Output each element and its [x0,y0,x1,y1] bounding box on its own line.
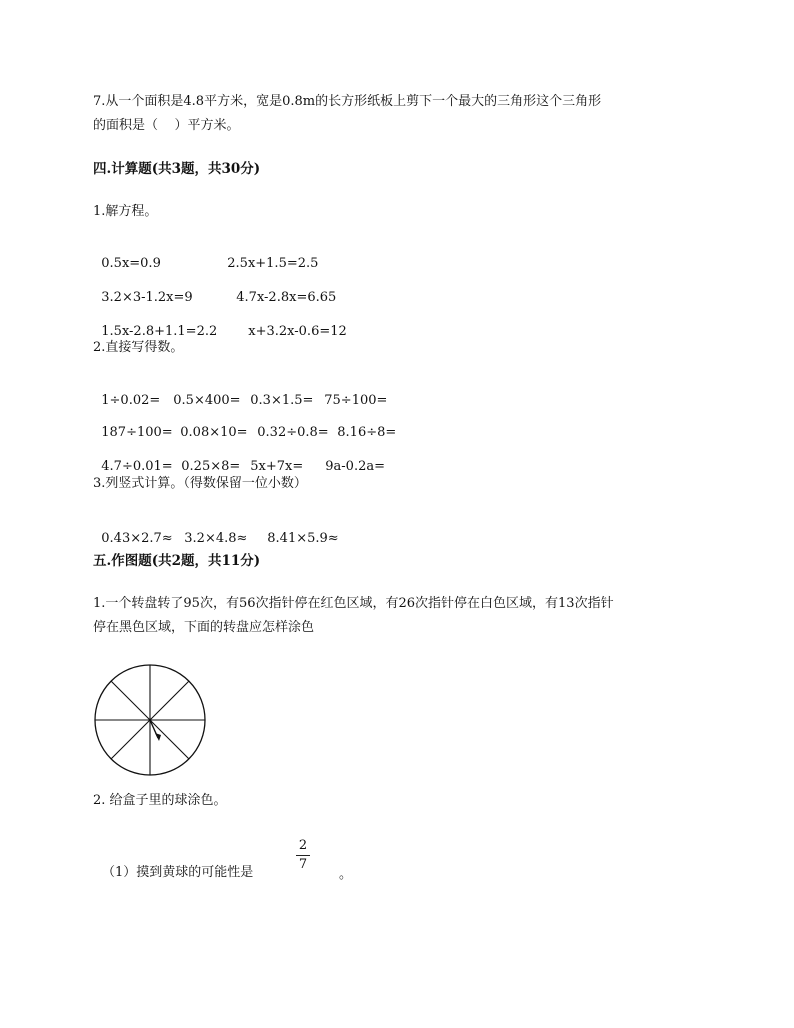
equation-row [93,237,318,273]
q5-2-title: 2. 给盒子里的球涂色。 [93,793,227,808]
equation: 0.5x=0.9 [101,256,161,271]
calc-row [93,374,387,410]
spinner-wheel [93,663,213,783]
calc-item: 187÷100= [101,425,173,440]
calc-item: 5x+7x= [250,459,304,474]
equation-row [93,271,336,307]
q5-1-line2: 停在黑色区域，下面的转盘应怎样涂色 [93,620,315,635]
equation: x+3.2x-0.6=12 [248,324,347,339]
equation: 2.5x+1.5=2.5 [227,256,319,271]
section5-title: 五.作图题(共2题，共11分) [93,553,261,569]
section4-title: 四.计算题(共3题，共30分) [93,161,261,177]
equation: 1.5x-2.8+1.1=2.2 [101,324,218,339]
probability-fraction [296,838,310,873]
equation: 4.7x-2.8x=6.65 [236,290,337,305]
calc-item: 3.2×4.8≈ [184,531,248,546]
equation: 3.2×3-1.2x=9 [101,290,193,305]
calc-item: 0.5×400= [173,393,241,408]
q4-1-title: 1.解方程。 [93,204,158,219]
q7-line2: 的面积是（ ）平方米。 [93,118,240,133]
q5-1-line1: 1.一个转盘转了95次，有56次指针停在红色区域，有26次指针停在白色区域，有13次指针 [93,596,614,611]
calc-item: 9a-0.2a= [325,459,385,474]
fraction-numerator: 2 [298,838,308,853]
q7-line1: 7.从一个面积是4.8平方米，宽是0.8m的长方形纸板上剪下一个最大的三角形这个三角形 [93,94,602,109]
calc-item: 75÷100= [324,393,388,408]
calc-item: 0.43×2.7≈ [101,531,173,546]
calc-item: 0.08×10= [180,425,248,440]
calc-item: 0.25×8= [181,459,241,474]
q5-2-sub-label: （1）摸到黄球的可能性是 [102,865,254,880]
calc-row [93,440,385,476]
calc-row [93,406,396,442]
calc-item: 4.7÷0.01= [101,459,173,474]
q4-3-title: 3.列竖式计算。（得数保留一位小数） [93,476,307,491]
fraction-bar [296,855,310,856]
equation-row [93,305,347,341]
calc-item: 1÷0.02= [101,393,161,408]
q4-2-title: 2.直接写得数。 [93,340,184,355]
calc-item: 0.32÷0.8= [257,425,329,440]
calc-item: 8.41×5.9≈ [267,531,339,546]
fraction-denominator: 7 [298,857,308,872]
vertical-calc-row [93,512,339,548]
calc-item: 0.3×1.5= [250,393,314,408]
end-mark: 。 [339,867,353,882]
calc-item: 8.16÷8= [337,425,397,440]
